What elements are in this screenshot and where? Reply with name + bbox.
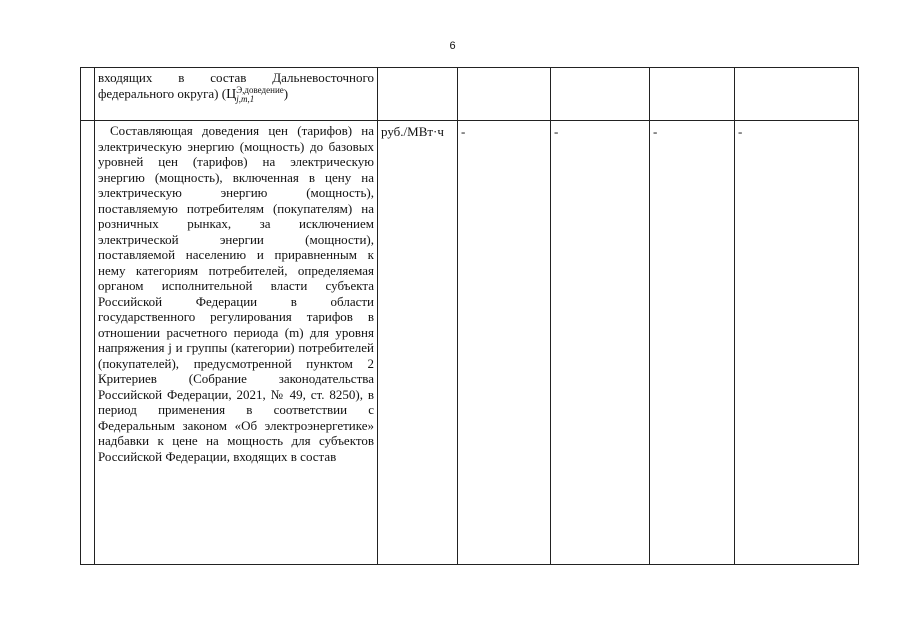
description-cell <box>95 121 378 565</box>
formula-c-delivery: (Ц Э,доведение j,m,1 ) <box>221 84 289 104</box>
formula-subscript: j,m,1 <box>236 93 255 104</box>
unit-cell: руб./МВт·ч <box>378 121 458 565</box>
value-cell-empty <box>551 68 650 121</box>
table-row-main <box>81 121 859 565</box>
value-cell-empty <box>458 68 551 121</box>
formula-superscript: Э,доведение <box>236 84 284 95</box>
description-cell-continued <box>95 68 378 121</box>
value-cell: - <box>551 121 650 565</box>
value-cell: - <box>650 121 735 565</box>
value-cell: - <box>458 121 551 565</box>
value-cell-empty <box>735 68 859 121</box>
page-number: 6 <box>449 40 456 52</box>
table-row-continued <box>81 68 859 121</box>
description-text: Составляющая доведения цен (тарифов) на электрическую энергию (мощность) до базовых уровней цен (тарифов) на электрическую энергию (мощность), включенная в цену на электрическую энергию (мощность), поставляемую потребителям (покупателям) на розничных рынках, за исключением электрической энергии (мощности), поставляемой населению и приравненным к нему категориям потребителей, определяемая органом исполнительной власти субъекта Российской Федерации в области государственного регулирования тарифов в отношении расчетного периода (m) для уровня напряжения j и группы (категории) потребителей (покупателей), предусмотренной пунктом 2 Критериев (Собрание законодательства Российской Федерации, 2021, № 49, ст. 8250), в период применения в соответствии с Федеральным законом «Об электроэнергетике» надбавки к цене на мощность для субъектов Российской Федерации, входящих в состав <box>98 123 374 464</box>
value-cell-empty <box>650 68 735 121</box>
unit-cell-empty <box>378 68 458 121</box>
value-cell: - <box>735 121 859 565</box>
continued-description-text: входящих в состав Дальневосточного федерального округа) <box>98 70 374 101</box>
row-number-cell <box>81 121 95 565</box>
formula-base: Ц <box>226 86 237 102</box>
row-number-cell <box>81 68 95 121</box>
data-table <box>80 67 859 565</box>
